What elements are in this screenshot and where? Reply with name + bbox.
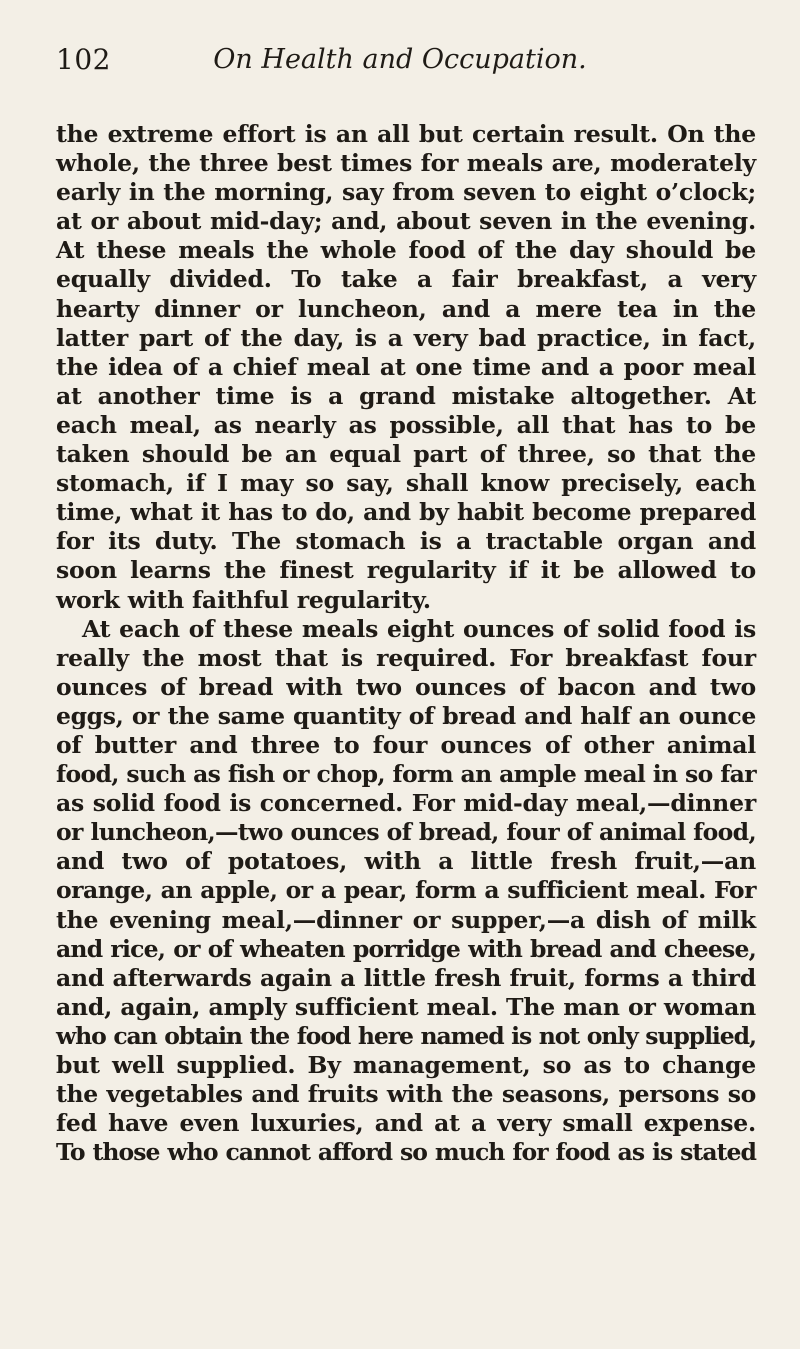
text-line: for its duty. The stomach is a tractable organ and <box>56 527 756 556</box>
body-text <box>56 120 756 1167</box>
text-line: and rice, or of wheaten porridge with bread and cheese, <box>56 934 756 963</box>
text-line: whole, the three best times for meals are, moderately <box>56 149 756 178</box>
text-line: time, what it has to do, and by habit become prepared <box>56 498 756 527</box>
text-line: At each of these meals eight ounces of solid food is <box>82 614 756 643</box>
text-line: the extreme effort is an all but certain result. On the <box>56 120 756 148</box>
text-line: ounces of bread with two ounces of bacon and two <box>56 672 756 701</box>
text-line: latter part of the day, is a very bad practice, in fact, <box>56 323 756 352</box>
text-line: eggs, or the same quantity of bread and half an ounce <box>56 701 756 730</box>
text-line: at or about mid-day; and, about seven in the evening. <box>56 207 756 236</box>
text-line: and afterwards again a little fresh fruit, forms a third <box>56 963 756 992</box>
text-line: stomach, if I may so say, shall know precisely, each <box>56 469 756 498</box>
text-line: To those who cannot afford so much for food as is stated <box>56 1138 756 1167</box>
text-line: but well supplied. By management, so as to change <box>56 1051 756 1079</box>
text-line: hearty dinner or luncheon, and a mere tea in the <box>56 294 756 323</box>
text-line: fed have even luxuries, and at a very small expense. <box>56 1109 756 1138</box>
text-line: and, again, amply sufficient meal. The man or woman <box>56 992 756 1021</box>
text-line: food, such as fish or chop, form an ample meal in so far <box>56 760 756 789</box>
text-line: each meal, as nearly as possible, all that has to be <box>56 410 756 439</box>
text-line: soon learns the finest regularity if it be allowed to <box>56 556 756 585</box>
paragraph-1 <box>56 120 756 615</box>
text-line: or luncheon,—two ounces of bread, four of animal food, <box>56 818 756 847</box>
text-line: orange, an apple, or a pear, form a sufficient meal. For <box>56 876 756 905</box>
running-head <box>56 40 744 80</box>
running-title: On Health and Occupation. <box>213 44 587 75</box>
text-line: the evening meal,—dinner or supper,—a dish of milk <box>56 905 756 934</box>
text-line: work with faithful regularity. <box>56 585 431 614</box>
page-number: 102 <box>56 43 111 76</box>
text-line: the vegetables and fruits with the seasons, persons so <box>56 1080 756 1109</box>
paragraph-2 <box>56 615 756 1168</box>
text-line: who can obtain the food here named is not only supplied, <box>56 1021 756 1050</box>
text-line: equally divided. To take a fair breakfast, a very <box>56 265 756 294</box>
text-line: taken should be an equal part of three, so that the <box>56 440 756 469</box>
text-line: early in the morning, say from seven to eight o’clock; <box>56 178 756 207</box>
text-line: really the most that is required. For breakfast four <box>56 643 756 672</box>
text-line: at another time is a grand mistake altogether. At <box>56 381 756 410</box>
text-line: the idea of a chief meal at one time and a poor meal <box>56 352 756 381</box>
text-line: as solid food is concerned. For mid-day meal,—dinner <box>56 789 756 818</box>
text-line: At these meals the whole food of the day should be <box>56 236 756 265</box>
text-line: and two of potatoes, with a little fresh fruit,—an <box>56 847 756 876</box>
text-line: of butter and three to four ounces of other animal <box>56 730 756 759</box>
